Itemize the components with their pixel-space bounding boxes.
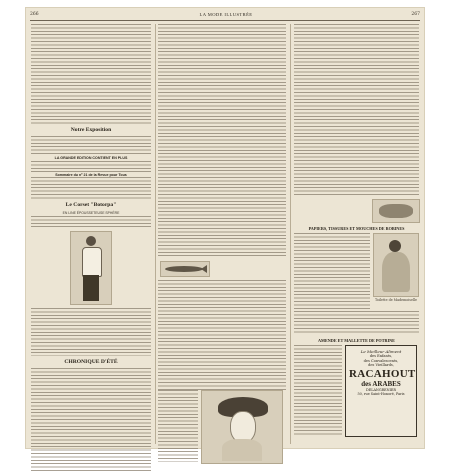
ad-maker: DELANGRENIER xyxy=(366,387,396,392)
column-separator xyxy=(155,24,156,444)
text-block xyxy=(31,161,151,173)
ad-line: des Enfants, xyxy=(369,354,393,359)
section-heading: Notre Exposition xyxy=(70,127,112,133)
small-illustration xyxy=(372,199,420,223)
text-block xyxy=(158,280,286,390)
page-number-right: 267 xyxy=(411,12,420,17)
racahout-advertisement xyxy=(345,345,417,437)
ad-line: des Convalescents, xyxy=(363,358,399,363)
column-middle xyxy=(158,24,286,464)
page-number-left: 266 xyxy=(30,12,39,17)
text-block xyxy=(31,177,151,199)
fish-illustration xyxy=(160,261,210,277)
ad-tagline: Le Meilleur Aliment xyxy=(360,349,402,355)
ad-line: des Vieillards, xyxy=(368,363,394,368)
section-bold-line: LA GRANDE EDITION CONTIENT EN PLUS xyxy=(54,156,128,160)
ad-brand-sub: des ARABES xyxy=(361,379,401,388)
text-block xyxy=(31,216,151,228)
text-block xyxy=(31,136,151,156)
woman-seated-illustration xyxy=(373,233,419,297)
masthead-title: LA MODE ILLUSTRÉE xyxy=(199,12,253,17)
hat-portrait-illustration xyxy=(201,390,283,464)
figure-caption: Toilette de Mademoiselle xyxy=(374,298,418,303)
section-heading: CHRONIQUE D'ÉTÉ xyxy=(64,358,118,365)
text-block xyxy=(294,24,419,196)
header-rule xyxy=(30,20,420,21)
column-left xyxy=(31,24,151,472)
magazine-page xyxy=(26,8,424,448)
ad-brand: RACAHOUT xyxy=(349,367,416,380)
text-block xyxy=(294,311,419,335)
section-subheading: EN LINE ÉPOUSSETEUSE SPHÈRE xyxy=(62,211,120,216)
text-block xyxy=(158,24,286,258)
section-heading: PAPIERS, TISSURES ET MOUCHES DE ROBINES xyxy=(308,226,405,231)
column-separator xyxy=(290,24,291,444)
text-block xyxy=(31,24,151,124)
text-block xyxy=(294,233,370,311)
text-block xyxy=(31,308,151,356)
corset-illustration xyxy=(70,231,112,305)
column-right xyxy=(294,24,419,437)
section-note: Sommaire du nº 21 de la Revue pour Tous xyxy=(55,172,127,177)
text-block xyxy=(294,345,342,437)
text-block xyxy=(158,390,198,462)
section-heading: AMENDE ET MALLETTE DE POTRINE xyxy=(318,338,395,344)
ad-address: 50, rue Saint-Honoré, Paris xyxy=(357,392,405,397)
section-heading: Le Corset "Botorpa" xyxy=(65,202,117,209)
text-block xyxy=(31,368,151,472)
page-header xyxy=(26,12,424,20)
